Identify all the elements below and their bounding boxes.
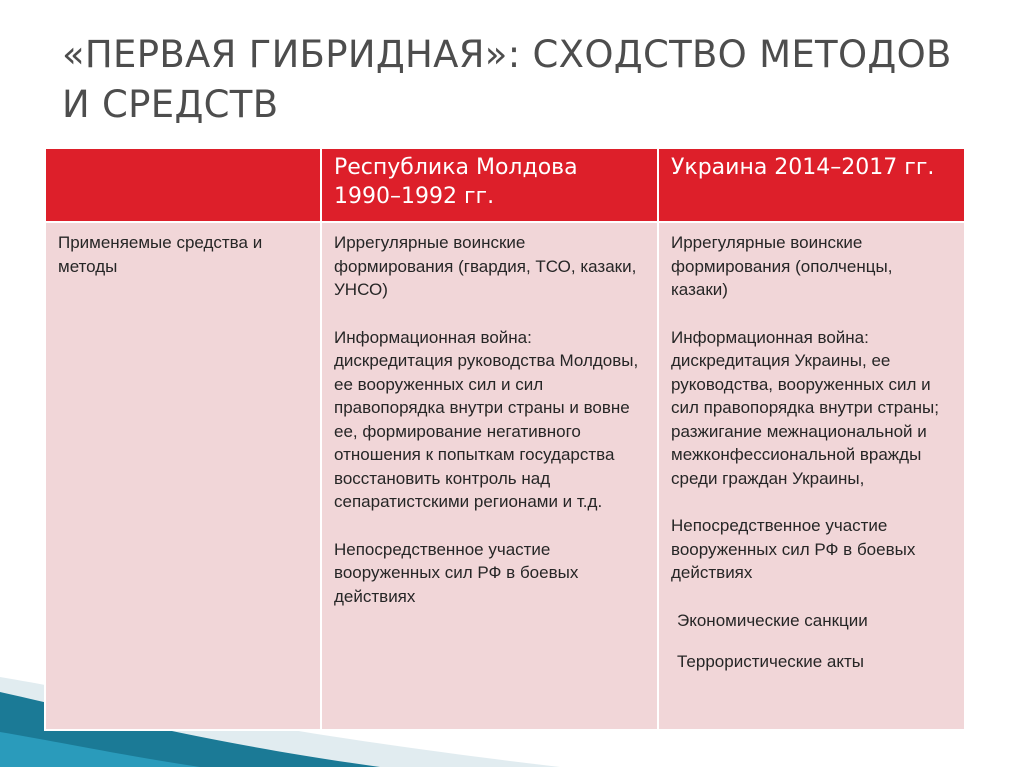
header-cell-ukraine: Украина 2014–2017 гг. [658,148,965,222]
header-cell-moldova: Республика Молдова 1990–1992 гг. [321,148,658,222]
ukraine-cell [658,222,965,730]
header-cell-empty [45,148,321,222]
title-line-1: «ПЕРВАЯ ГИБРИДНАЯ»: СХОДСТВО МЕТОДОВ [62,33,952,76]
moldova-cell [321,222,658,730]
ukraine-item-terror: Террористические акты [677,652,864,671]
row-label-cell [45,222,321,730]
table-header-row [45,148,965,222]
moldova-item-infowar: Информационная война: дискредитация руководства Молдовы, ее вооруженных сил и сил правопорядка внутри страны и вовне ее, формирование негативного отношения к попыткам государства восстановить контроль над сепаратистскими регионами и т.д. [334,327,639,511]
moldova-item-irregular: Иррегулярные воинские формирования (гвардия, ТСО, казаки, УНСО) [334,233,637,299]
page-title [62,30,992,130]
ukraine-item-irregular: Иррегулярные воинские формирования (ополченцы, казаки) [671,233,893,299]
moldova-item-direct: Непосредственное участие вооруженных сил РФ в боевых действиях [334,539,579,606]
title-line-2: И СРЕДСТВ [62,83,279,126]
comparison-table [44,147,966,731]
row-label: Применяемые средства и методы [58,233,263,276]
ukraine-item-direct: Непосредственное участие вооруженных сил РФ в боевых действиях [671,516,916,582]
ukraine-item-infowar: Информационная война: дискредитация Украины, ее руководства, вооруженных сил и сил правопорядка внутри страны; разжигание межнациональной и межконфессиональной вражды среди граждан Украины, [671,327,939,488]
ukraine-item-sanctions: Экономические санкции [677,610,868,630]
table-row [45,222,965,730]
